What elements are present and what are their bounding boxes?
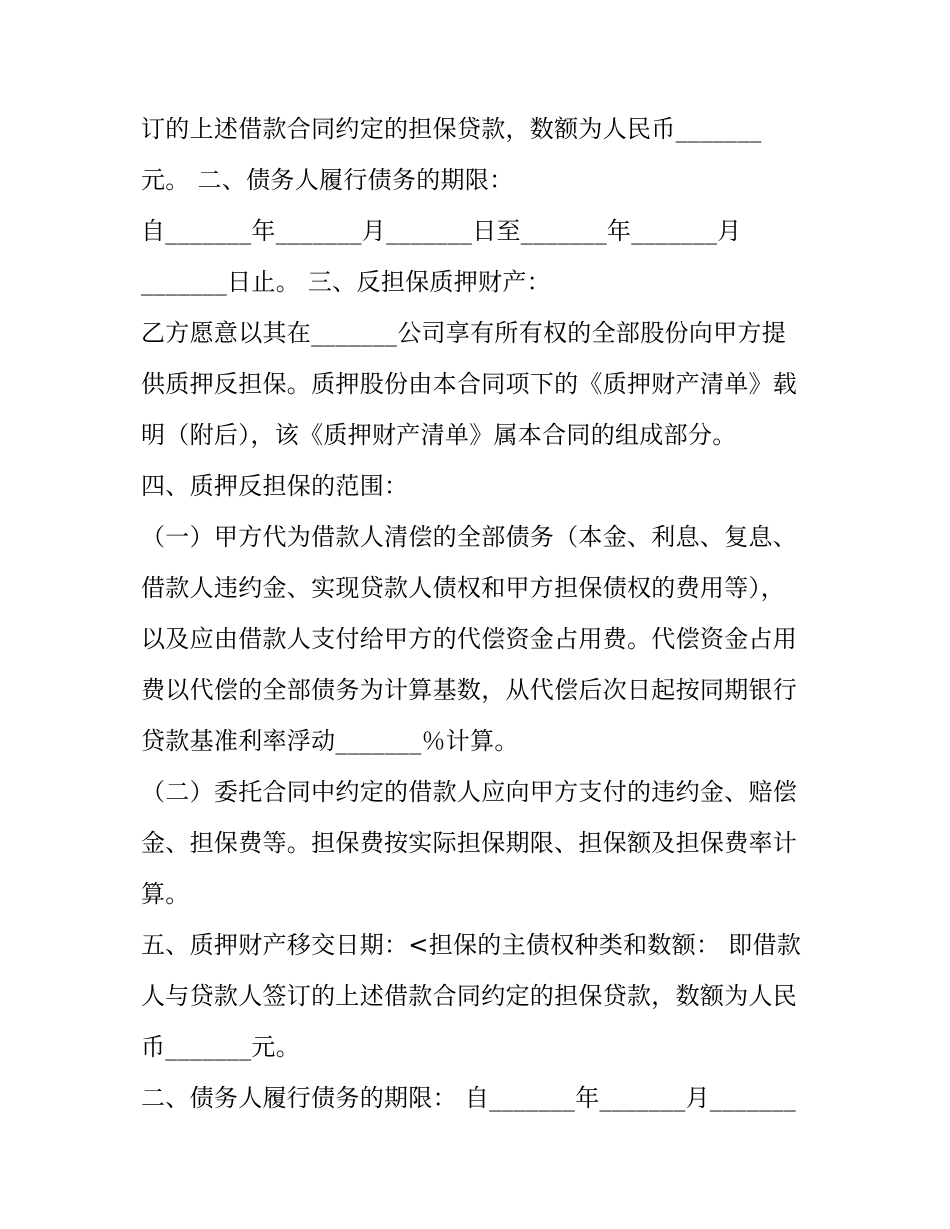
- text-line: 币_______元。: [141, 1033, 300, 1061]
- text-line: 元。 二、债务人履行债务的期限：: [141, 166, 514, 194]
- section-heading: 二、债务人履行债务的期限： 自_______年_______月_______: [141, 1084, 797, 1112]
- text-line: _______日止。 三、反担保质押财产：: [141, 268, 551, 296]
- document-body: [141, 104, 821, 1124]
- section-heading: 五、质押财产移交日期：<担保的主债权种类和数额： 即借款: [141, 931, 802, 959]
- text-line: （二）委托合同中约定的借款人应向甲方支付的违约金、赔偿: [141, 778, 798, 806]
- text-line: 以及应由借款人支付给甲方的代偿资金占用费。代偿资金占用: [141, 625, 798, 653]
- text-line: 算。: [141, 880, 190, 908]
- text-line: 借款人违约金、实现贷款人债权和甲方担保债权的费用等），: [141, 574, 786, 602]
- text-line: 人与贷款人签订的上述借款合同约定的担保贷款，数额为人民: [141, 982, 798, 1010]
- text-line: 乙方愿意以其在_______公司享有所有权的全部股份向甲方提: [141, 319, 786, 347]
- section-heading: 四、质押反担保的范围：: [141, 472, 409, 500]
- text-line: 自_______年_______月_______日至_______年_______月: [141, 217, 742, 245]
- text-line: 金、担保费等。担保费按实际担保期限、担保额及担保费率计: [141, 829, 798, 857]
- text-line: 贷款基准利率浮动_______％计算。: [141, 727, 519, 755]
- text-line: 费以代偿的全部债务为计算基数，从代偿后次日起按同期银行: [141, 676, 798, 704]
- text-line: （一）甲方代为借款人清偿的全部债务（本金、利息、复息、: [141, 523, 798, 551]
- text-line: 供质押反担保。质押股份由本合同项下的《质押财产清单》载: [141, 370, 798, 398]
- text-line: 明（附后），该《质押财产清单》属本合同的组成部分。: [141, 421, 737, 449]
- text-line: 订的上述借款合同约定的担保贷款，数额为人民币_______: [141, 115, 762, 143]
